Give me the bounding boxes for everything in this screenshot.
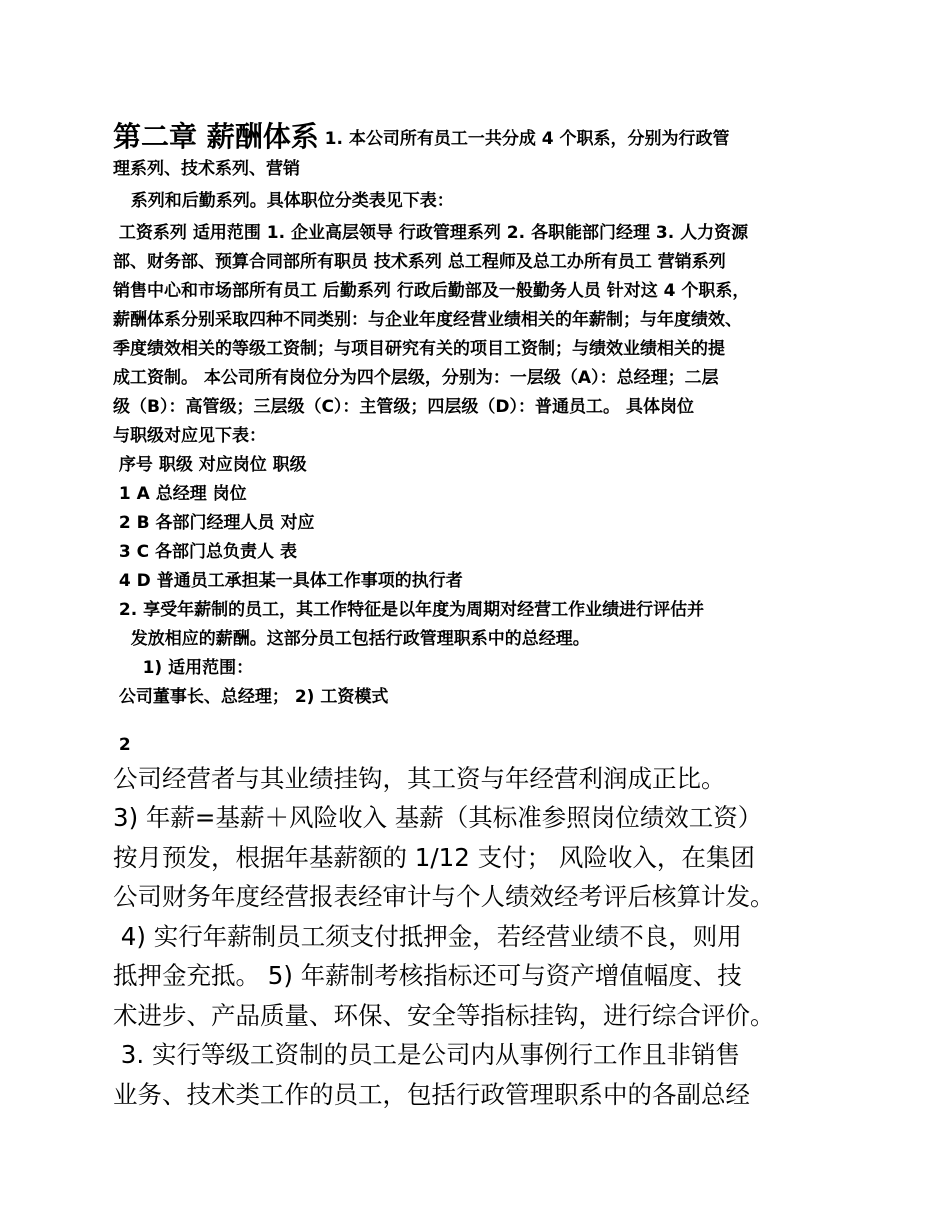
paragraph-line: 理系列、技术系列、营销 [113,159,300,179]
table-row: 3 C 各部门总负责人 表 [113,542,297,562]
table-row: 4 D 普通员工承担某一具体工作事项的执行者 [113,571,463,591]
page-number: 2 [113,735,131,755]
paragraph-line: 按月预发，根据年基薪额的 1/12 支付； 风险收入，在集团 [113,843,755,872]
paragraph-line: 成工资制。 本公司所有岗位分为四个层级，分别为：一层级（A）：总经理；二层 [113,368,719,388]
paragraph-line: 部、财务部、预算合同部所有职员 技术系列 总工程师及总工办所有员工 营销系列 [113,252,726,272]
paragraph-line: 1. 本公司所有员工一共分成 4 个职系，分别为行政管 [318,129,730,149]
paragraph-line: 业务、技术类工作的员工，包括行政管理职系中的各副总经 [113,1080,750,1109]
table-row: 2 B 各部门经理人员 对应 [113,513,315,533]
table-row: 1 A 总经理 岗位 [113,484,247,504]
paragraph-line: 薪酬体系分别采取四种不同类别：与企业年度经营业绩相关的年薪制；与年度绩效、 [113,310,742,330]
paragraph-line: 工资系列 适用范围 1. 企业高层领导 行政管理系列 2. 各职能部门经理 3. 人力资源 [113,223,749,243]
paragraph-line: 系列和后勤系列。具体职位分类表见下表： [113,191,454,211]
paragraph-line: 抵押金充抵。 5) 年薪制考核指标还可与资产增值幅度、技 [113,961,742,990]
paragraph-line: 与职级对应见下表： [113,426,266,446]
paragraph-line: 3) 年薪=基薪＋风险收入 基薪（其标准参照岗位绩效工资） [113,803,763,832]
paragraph-line: 发放相应的薪酬。这部分员工包括行政管理职系中的总经理。 [113,629,590,649]
chapter-title: 第二章 薪酬体系 [113,120,319,153]
paragraph-line: 公司经营者与其业绩挂钩，其工资与年经营利润成正比。 [113,764,726,793]
title-line [113,121,730,153]
paragraph-line: 公司财务年度经营报表经审计与个人绩效经考评后核算计发。 [113,882,775,911]
table-row: 序号 职级 对应岗位 职级 [113,455,307,475]
paragraph-line: 2. 享受年薪制的员工，其工作特征是以年度为周期对经营工作业绩进行评估并 [113,600,705,620]
paragraph-line: 3. 实行等级工资制的员工是公司内从事例行工作且非销售 [113,1040,740,1069]
paragraph-line: 季度绩效相关的等级工资制；与项目研究有关的项目工资制；与绩效业绩相关的提 [113,339,725,359]
paragraph-line: 4) 实行年薪制员工须支付抵押金，若经营业绩不良，则用 [113,922,742,951]
paragraph-line: 1) 适用范围： [113,658,254,678]
paragraph-line: 级（B）：高管级；三层级（C）：主管级；四层级（D）：普通员工。 具体岗位 [113,397,694,417]
paragraph-line: 术进步、产品质量、环保、安全等指标挂钩，进行综合评价。 [113,1001,775,1030]
paragraph-line: 公司董事长、总经理； 2) 工资模式 [113,687,389,707]
paragraph-line: 销售中心和市场部所有员工 后勤系列 行政后勤部及一般勤务人员 针对这 4 个职系， [113,281,750,301]
